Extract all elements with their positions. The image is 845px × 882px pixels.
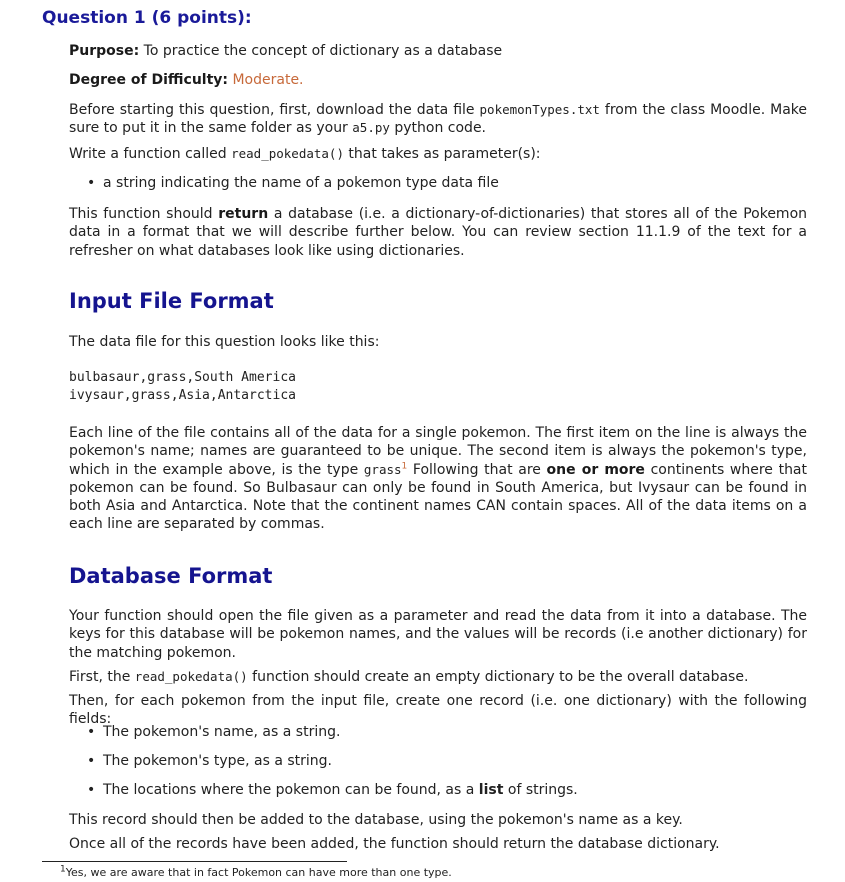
- list-item-text: a string indicating the name of a pokemon type data file: [103, 175, 499, 191]
- bullet-icon: •: [87, 175, 96, 191]
- type-example: grass: [363, 461, 402, 477]
- intro-paragraph-2: [69, 145, 807, 163]
- code-line: bulbasaur,grass,South America: [69, 370, 296, 385]
- intro-paragraph-3: [69, 205, 807, 260]
- purpose-line: [69, 42, 807, 60]
- one-or-more-emphasis: one or more: [546, 461, 645, 478]
- input-desc-text-b: Following that are: [407, 461, 547, 478]
- intro-p1-text-c: python code.: [389, 120, 487, 137]
- difficulty-line: [69, 71, 807, 89]
- list-item: [69, 174, 807, 192]
- bullet-icon: •: [87, 782, 96, 798]
- section-heading-input: Input File Format: [69, 289, 274, 313]
- footnote-reference[interactable]: 1: [401, 460, 408, 471]
- intro-p2-text-a: Write a function called: [69, 146, 232, 162]
- record-fields-list: [69, 723, 807, 799]
- footnote-divider: [42, 861, 347, 862]
- code-example: [69, 369, 296, 405]
- input-intro: The data file for this question looks like this:: [69, 334, 380, 350]
- database-paragraph-5: Once all of the records have been added, the function should return the database dictionary.: [69, 836, 720, 852]
- question-title: Question 1 (6 points):: [42, 8, 252, 28]
- parameter-list: [69, 174, 807, 192]
- intro-paragraph-1: [69, 101, 807, 138]
- list-item: [69, 752, 807, 770]
- function-name: read_pokedata(): [134, 669, 248, 684]
- list-item-text: The pokemon's type, as a string.: [103, 753, 332, 769]
- difficulty-value: Moderate.: [232, 72, 304, 88]
- function-name: read_pokedata(): [231, 146, 344, 161]
- list-item-text-a: The locations where the pokemon can be found, as a: [103, 782, 479, 798]
- intro-p3-text-b: a database (i.e. a dictionary-of-dictionaries) that stores all of the Pokemon data in a format that we will describe further below. You can review section 11.1.9 of the text for a refresher on what databases look like using dictionaries.: [69, 206, 808, 259]
- list-item: [69, 781, 807, 799]
- db-p2-text-b: function should create an empty dictionary to be the overall database.: [247, 669, 749, 685]
- intro-p2-text-b: that takes as parameter(s):: [343, 146, 541, 162]
- database-paragraph-1: Your function should open the file given as a parameter and read the data from it into a database. The keys for this database will be pokemon names, and the values will be records (i.e another dictionary) for the matching pokemon.: [69, 608, 807, 661]
- bullet-icon: •: [87, 724, 96, 740]
- intro-p1-text-b: from the class Moodle. Make sure to put it in the same folder as your: [69, 102, 807, 137]
- database-paragraph-3: Then, for each pokemon from the input file, create one record (i.e. one dictionary) with the following fields:: [69, 693, 807, 728]
- database-paragraph-2: [69, 668, 807, 686]
- db-p2-text-a: First, the: [69, 669, 135, 685]
- purpose-label: Purpose:: [69, 43, 140, 59]
- python-file-name: a5.py: [352, 120, 390, 136]
- input-desc-text-c: continents where that pokemon can be found. So Bulbasaur can only be found in South America, but Ivysaur can be found in both Asia and Antarctica. Note that the continent names CAN contain spaces. All of the data items on a each line are separated by commas.: [69, 461, 808, 533]
- difficulty-label: Degree of Difficulty:: [69, 72, 229, 88]
- list-item: [69, 723, 807, 741]
- return-keyword: return: [218, 206, 269, 222]
- list-item-text-b: of strings.: [503, 782, 578, 798]
- intro-p1-text-a: Before starting this question, first, download the data file: [69, 102, 480, 118]
- intro-p3-text-a: This function should: [69, 206, 219, 222]
- input-description: [69, 424, 807, 534]
- code-line: ivysaur,grass,Asia,Antarctica: [69, 388, 296, 403]
- list-item-text: The pokemon's name, as a string.: [103, 724, 341, 740]
- list-keyword: list: [478, 782, 504, 798]
- footnote-mark: 1: [60, 864, 66, 875]
- bullet-icon: •: [87, 753, 96, 769]
- data-file-name: pokemonTypes.txt: [479, 102, 600, 117]
- section-heading-database: Database Format: [69, 564, 273, 588]
- footnote: [60, 866, 452, 879]
- input-desc-text-a: Each line of the file contains all of the data for a single pokemon. The first item on the line is always the pokemon's name; names are guaranteed to be unique. The second item is always the pokemon's type, which in the example above, is the type: [69, 425, 807, 478]
- footnote-text: Yes, we are aware that in fact Pokemon can have more than one type.: [65, 866, 452, 879]
- purpose-text: To practice the concept of dictionary as a database: [143, 43, 503, 59]
- database-paragraph-4: This record should then be added to the database, using the pokemon's name as a key.: [69, 812, 683, 828]
